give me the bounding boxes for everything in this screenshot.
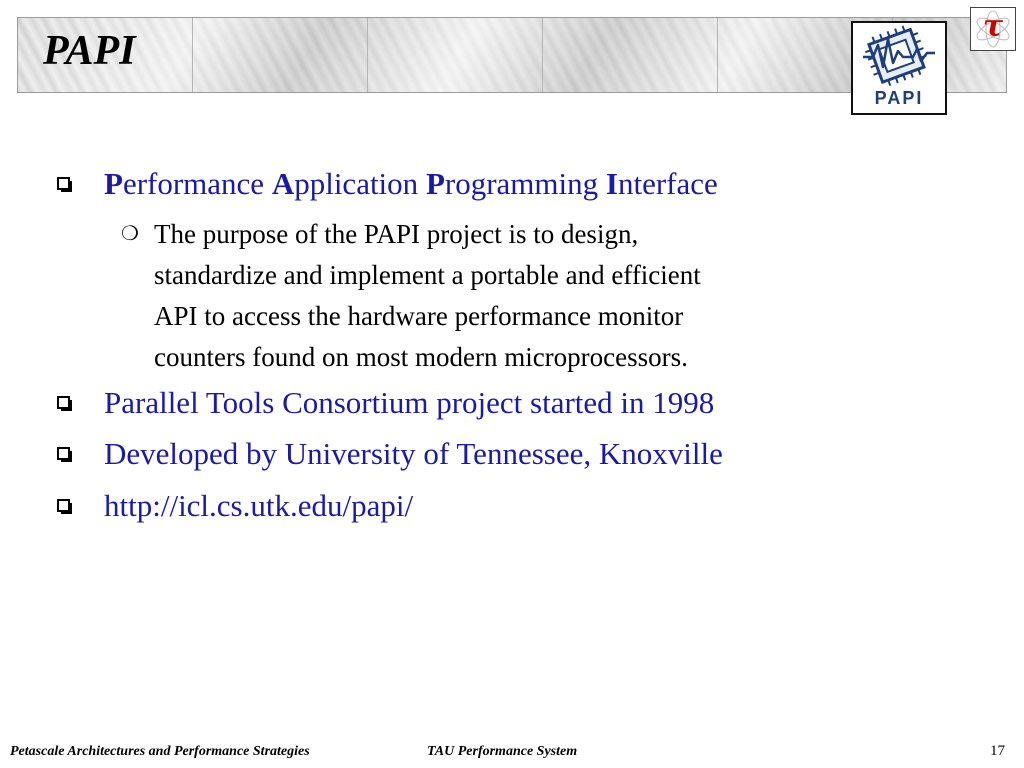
- square-bullet-icon: [57, 177, 70, 190]
- acronym-word: nterface: [617, 166, 718, 201]
- papi-logo-text: PAPI: [874, 88, 924, 108]
- bullet-text: Parallel Tools Consortium project started in 1998: [104, 385, 715, 420]
- papi-url-link[interactable]: http://icl.cs.utk.edu/papi/: [104, 488, 414, 523]
- bullet-text: [104, 165, 718, 202]
- footer-center-text: TAU Performance System: [427, 744, 578, 759]
- footer-left-text: Petascale Architectures and Performance Strategies: [10, 744, 310, 759]
- slide-title: PAPI: [43, 28, 136, 74]
- sub-bullet-line: standardize and implement a portable and efficient: [154, 260, 701, 290]
- acronym-word: erformance: [122, 166, 272, 201]
- sub-bullet-line: The purpose of the PAPI project is to design,: [154, 219, 639, 249]
- papi-logo-graphic: [853, 23, 945, 87]
- circle-bullet-icon: ❍: [121, 223, 139, 245]
- banner-tile: [543, 18, 718, 92]
- sub-bullet-line: counters found on most modern microprocessors.: [154, 342, 688, 372]
- acronym-letter: P: [104, 166, 123, 201]
- acronym-word: pplication: [294, 166, 426, 201]
- acronym-letter: P: [425, 166, 445, 201]
- square-bullet-icon: [57, 447, 70, 460]
- acronym-letter: A: [271, 166, 295, 201]
- sub-bullet-line: API to access the hardware performance monitor: [154, 301, 684, 331]
- page-number: 17: [990, 743, 1005, 759]
- papi-logo-icon: [851, 21, 947, 115]
- acronym-letter: I: [605, 166, 618, 201]
- square-bullet-icon: [57, 396, 70, 409]
- bullet-text: Developed by University of Tennessee, Knoxville: [104, 436, 723, 471]
- square-bullet-icon: [57, 499, 70, 512]
- tau-logo-icon: [970, 7, 1016, 51]
- banner-tile: [368, 18, 543, 92]
- sub-bullet-text: [154, 214, 924, 378]
- acronym-word: rogramming: [444, 166, 606, 201]
- tau-glyph: τ: [982, 9, 1004, 44]
- banner-tile: [193, 18, 368, 92]
